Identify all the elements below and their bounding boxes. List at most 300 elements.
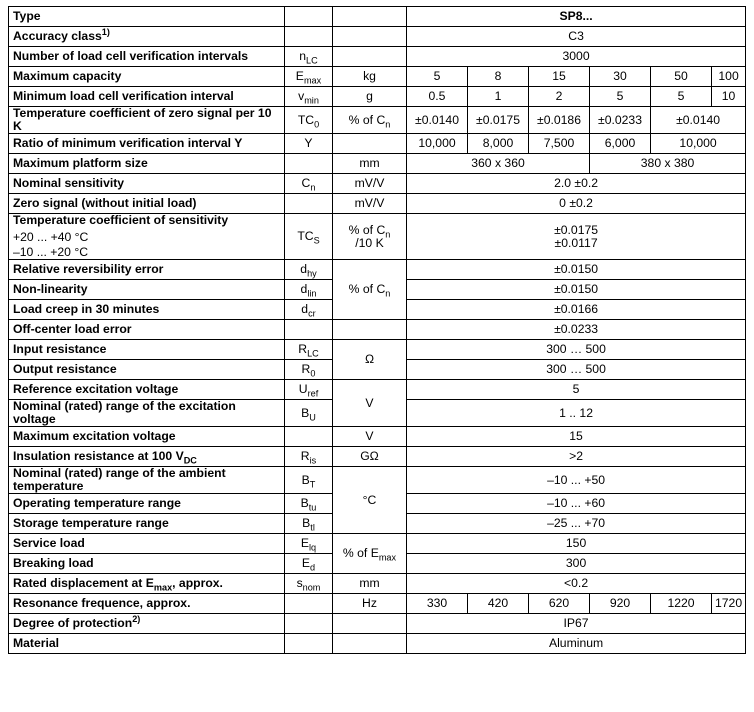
unit-cell <box>333 260 407 320</box>
value-text: 2 <box>555 89 563 103</box>
symbol-text: B <box>301 405 310 420</box>
value-cell <box>407 27 746 47</box>
value-text: 300 … 500 <box>546 342 606 356</box>
symbol-text: TC <box>297 229 314 243</box>
value-text: –10 ... +50 <box>547 472 606 487</box>
symbol-text: d <box>301 302 309 316</box>
symbol-cell <box>285 614 333 634</box>
spec-row <box>9 380 746 400</box>
unit-cell <box>333 7 407 27</box>
value-text: 10,000 <box>679 136 717 150</box>
symbol-cell <box>285 534 333 554</box>
symbol-subscript: d <box>310 562 316 573</box>
parameter-label: Relative reversibility error <box>13 262 164 276</box>
unit-cell <box>333 467 407 534</box>
parameter-cell <box>9 380 285 400</box>
symbol-cell <box>285 67 333 87</box>
spec-row <box>9 260 746 280</box>
value-text: ±0.0150 <box>554 262 599 276</box>
unit-text: V <box>365 429 374 443</box>
parameter-label: Operating temperature range <box>13 496 181 510</box>
parameter-cell <box>9 340 285 360</box>
value-text: 300 <box>565 556 587 570</box>
value-cell <box>590 594 651 614</box>
parameter-label: Maximum platform size <box>13 156 148 170</box>
symbol-subscript: hy <box>307 268 317 279</box>
unit-cell <box>333 574 407 594</box>
spec-row <box>9 7 746 27</box>
symbol-text: B <box>301 472 310 487</box>
symbol-subscript: tl <box>310 522 315 533</box>
symbol-subscript: max <box>303 75 322 86</box>
parameter-cell <box>9 574 285 594</box>
parameter-label: Temperature coefficient of sensitivity <box>13 213 229 227</box>
value-cell <box>407 614 746 634</box>
value-cell <box>529 87 590 107</box>
symbol-subscript: is <box>309 455 317 466</box>
symbol-cell <box>285 7 333 27</box>
symbol-text: E <box>301 556 311 570</box>
value-text: ±0.0140 <box>676 112 721 127</box>
value-cell <box>468 107 529 134</box>
symbol-text: TC <box>297 112 315 127</box>
value-text: 1220 <box>667 596 695 610</box>
parameter-cell <box>9 467 285 494</box>
parameter-label: Service load <box>13 536 85 550</box>
unit-cell <box>333 427 407 447</box>
symbol-cell <box>285 134 333 154</box>
parameter-cell <box>9 494 285 514</box>
value-cell <box>407 554 746 574</box>
unit-text: GΩ <box>360 449 379 463</box>
parameter-label: Breaking load <box>13 556 94 570</box>
symbol-subscript: T <box>309 478 316 489</box>
symbol-text: v <box>298 89 305 103</box>
unit-cell <box>333 67 407 87</box>
value-text: Aluminum <box>548 636 604 650</box>
value-cell <box>590 87 651 107</box>
value-cell <box>407 400 746 427</box>
parameter-label: Load creep in 30 minutes <box>13 302 160 316</box>
value-text: 15 <box>552 69 566 83</box>
value-cell <box>590 107 651 134</box>
value-text: ±0.0233 <box>598 112 642 127</box>
unit-text: Ω <box>364 352 375 366</box>
value-cell <box>407 194 746 214</box>
footnote-marker: 2) <box>132 613 141 624</box>
unit-cell <box>333 534 407 574</box>
value-cell <box>407 260 746 280</box>
symbol-subscript: cr <box>308 308 316 319</box>
value-cell <box>468 67 529 87</box>
parameter-cell <box>9 614 285 634</box>
parameter-cell <box>9 514 285 534</box>
parameter-cell <box>9 107 285 134</box>
unit-text: mV/V <box>354 176 385 190</box>
value-text: 100 <box>718 69 739 83</box>
unit-subscript: max <box>378 552 397 563</box>
symbol-text: R <box>300 449 310 463</box>
symbol-cell <box>285 467 333 494</box>
parameter-label: Input resistance <box>13 342 107 356</box>
parameter-cell <box>9 194 285 214</box>
symbol-subscript: nom <box>302 582 321 593</box>
value-cell <box>590 134 651 154</box>
value-text: 1 <box>494 89 502 103</box>
spec-row <box>9 447 746 467</box>
value-text: >2 <box>569 449 584 463</box>
symbol-cell <box>285 494 333 514</box>
unit-text: % of C <box>348 112 386 127</box>
parameter-label: Accuracy class <box>13 29 102 43</box>
value-cell <box>590 67 651 87</box>
value-text: 8,000 <box>482 136 514 150</box>
spec-row <box>9 320 746 340</box>
value-text: 420 <box>487 596 509 610</box>
unit-cell <box>333 340 407 380</box>
value-text: 10,000 <box>418 136 456 150</box>
parameter-cell <box>9 554 285 574</box>
value-text: 5 <box>616 89 624 103</box>
parameter-label: Storage temperature range <box>13 516 169 530</box>
value-text: ±0.0150 <box>554 282 599 296</box>
spec-table <box>8 6 746 654</box>
footnote-marker: 1) <box>101 26 110 37</box>
symbol-text: U <box>298 382 308 396</box>
unit-cell <box>333 87 407 107</box>
symbol-text: R <box>301 362 311 376</box>
symbol-subscript: lin <box>307 288 317 299</box>
parameter-cell <box>9 300 285 320</box>
parameter-label: Number of load cell verification intervals <box>13 49 249 63</box>
parameter-label: Maximum excitation voltage <box>13 429 176 443</box>
symbol-text: B <box>300 496 309 510</box>
value-cell <box>529 594 590 614</box>
spec-row <box>9 574 746 594</box>
unit-text: mV/V <box>354 196 385 210</box>
value-text: ±0.0186 <box>537 112 581 127</box>
value-cell <box>651 87 712 107</box>
spec-row <box>9 594 746 614</box>
parameter-cell <box>9 427 285 447</box>
unit-cell <box>333 380 407 427</box>
value-text: 300 … 500 <box>546 362 606 376</box>
parameter-cell <box>9 360 285 380</box>
spec-row <box>9 87 746 107</box>
value-text: 3000 <box>562 49 590 63</box>
value-cell <box>712 67 746 87</box>
value-text: <0.2 <box>564 576 589 590</box>
value-cell <box>407 360 746 380</box>
parameter-cell <box>9 47 285 67</box>
spec-row <box>9 467 746 494</box>
unit-text: mm <box>359 576 380 590</box>
value-cell <box>407 47 746 67</box>
value-cell <box>407 574 746 594</box>
value-cell <box>407 340 746 360</box>
symbol-cell <box>285 280 333 300</box>
symbol-text: n <box>299 49 307 63</box>
unit-subscript: n <box>385 228 391 239</box>
unit-text: % of E <box>342 546 379 560</box>
unit-text: % of C <box>348 282 386 296</box>
symbol-subscript: LC <box>306 55 318 66</box>
value-text: 620 <box>548 596 570 610</box>
value-text: SP8... <box>559 9 593 23</box>
value-cell <box>651 134 746 154</box>
unit-cell <box>333 614 407 634</box>
value-cell <box>529 134 590 154</box>
value-cell <box>407 154 590 174</box>
symbol-subscript: min <box>304 95 319 106</box>
value-text: –10 ... +60 <box>547 496 606 510</box>
value-cell <box>407 320 746 340</box>
unit-text: g <box>366 89 373 103</box>
value-text: ±0.0166 <box>554 302 599 316</box>
value-cell <box>407 300 746 320</box>
parameter-label: Minimum load cell verification interval <box>13 89 234 103</box>
spec-row <box>9 107 746 134</box>
value-cell <box>407 534 746 554</box>
symbol-cell <box>285 447 333 467</box>
spec-row <box>9 47 746 67</box>
unit-text: °C <box>362 492 377 507</box>
value-text: 0 ±0.2 <box>559 196 593 210</box>
value-text: 15 <box>569 429 583 443</box>
parameter-label: Zero signal (without initial load) <box>13 196 197 210</box>
value-cell <box>712 594 746 614</box>
unit-text: Hz <box>362 596 377 610</box>
parameter-label: Resonance frequence, approx. <box>13 596 191 610</box>
symbol-cell <box>285 340 333 360</box>
value-cell <box>712 87 746 107</box>
parameter-cell <box>9 400 285 427</box>
unit-cell <box>333 154 407 174</box>
spec-row <box>9 67 746 87</box>
parameter-label: Reference excitation voltage <box>13 382 179 396</box>
value-text: 1 .. 12 <box>559 405 593 420</box>
value-cell <box>468 134 529 154</box>
value-text: 50 <box>674 69 688 83</box>
unit-text: V <box>365 395 374 410</box>
unit-cell <box>333 634 407 654</box>
parameter-label: Rated displacement at E <box>13 576 154 590</box>
unit-cell <box>333 27 407 47</box>
parameter-label: Material <box>13 636 60 650</box>
unit-cell <box>333 320 407 340</box>
symbol-cell <box>285 214 333 260</box>
parameter-cell <box>9 214 285 260</box>
value-cell <box>651 594 712 614</box>
parameter-cell <box>9 260 285 280</box>
unit-cell <box>333 594 407 614</box>
unit-text-line2: /10 K <box>355 235 384 250</box>
parameter-cell <box>9 280 285 300</box>
value-text: 1720 <box>715 596 743 610</box>
unit-cell <box>333 194 407 214</box>
unit-text: mm <box>359 156 380 170</box>
unit-cell <box>333 214 407 260</box>
symbol-text: s <box>296 576 303 590</box>
symbol-subscript: ref <box>307 388 319 399</box>
symbol-cell <box>285 87 333 107</box>
parameter-subline: –10 ... +20 °C <box>13 245 88 259</box>
parameter-subline: +20 ... +40 °C <box>13 230 89 244</box>
parameter-subscript: max <box>153 582 173 593</box>
parameter-cell <box>9 134 285 154</box>
symbol-cell <box>285 174 333 194</box>
value-text-line2: ±0.0117 <box>554 235 598 250</box>
parameter-label: Type <box>13 9 41 23</box>
value-cell <box>407 447 746 467</box>
value-text: 5 <box>572 382 580 396</box>
value-cell <box>529 107 590 134</box>
value-cell <box>407 634 746 654</box>
value-cell <box>407 67 468 87</box>
symbol-text: d <box>300 282 308 296</box>
value-cell <box>407 594 468 614</box>
spec-row <box>9 634 746 654</box>
spec-row <box>9 174 746 194</box>
symbol-cell <box>285 634 333 654</box>
symbol-text: Y <box>304 136 313 150</box>
parameter-label: Temperature coefficient of zero signal per 10 K <box>13 106 272 133</box>
symbol-text: C <box>301 176 311 190</box>
symbol-cell <box>285 47 333 67</box>
symbol-cell <box>285 427 333 447</box>
value-text: 7,500 <box>543 136 575 150</box>
value-cell <box>590 154 746 174</box>
symbol-cell <box>285 154 333 174</box>
parameter-label: Maximum capacity <box>13 69 122 83</box>
symbol-subscript: U <box>309 411 316 422</box>
unit-cell <box>333 47 407 67</box>
value-cell <box>407 494 746 514</box>
symbol-text: B <box>302 516 311 530</box>
unit-cell <box>333 134 407 154</box>
symbol-cell <box>285 300 333 320</box>
parameter-cell <box>9 634 285 654</box>
symbol-cell <box>285 554 333 574</box>
parameter-label-tail: , approx. <box>172 576 223 590</box>
value-cell <box>407 467 746 494</box>
symbol-subscript: tu <box>308 502 317 513</box>
value-text: 5 <box>677 89 685 103</box>
symbol-subscript: 0 <box>314 118 320 129</box>
parameter-cell <box>9 320 285 340</box>
parameter-label: Nominal (rated) range of the excitation voltage <box>13 399 236 426</box>
value-text: ±0.0140 <box>415 112 459 127</box>
spec-row <box>9 340 746 360</box>
symbol-cell <box>285 574 333 594</box>
value-text: 150 <box>565 536 587 550</box>
spec-row <box>9 134 746 154</box>
unit-subscript: n <box>385 118 391 129</box>
spec-row <box>9 214 746 260</box>
spec-row <box>9 27 746 47</box>
spec-row <box>9 614 746 634</box>
value-cell <box>407 380 746 400</box>
symbol-subscript: LC <box>307 348 319 359</box>
value-cell <box>468 594 529 614</box>
value-cell <box>468 87 529 107</box>
value-text: 10 <box>721 89 736 103</box>
parameter-cell <box>9 27 285 47</box>
symbol-cell <box>285 260 333 280</box>
parameter-cell <box>9 594 285 614</box>
value-text: 6,000 <box>604 136 636 150</box>
symbol-cell <box>285 400 333 427</box>
parameter-label: Ratio of minimum verification interval Y <box>13 136 243 150</box>
parameter-label: Output resistance <box>13 362 117 376</box>
symbol-subscript: 0 <box>310 368 316 379</box>
symbol-cell <box>285 380 333 400</box>
parameter-subscript: DC <box>183 455 197 466</box>
value-text: ±0.0175 <box>476 112 520 127</box>
unit-cell <box>333 447 407 467</box>
spec-row <box>9 427 746 447</box>
value-cell <box>407 214 746 260</box>
value-text: ±0.0175 <box>554 222 599 237</box>
parameter-cell <box>9 7 285 27</box>
symbol-text: E <box>295 69 304 83</box>
symbol-text: R <box>298 342 308 356</box>
value-text: 30 <box>613 69 627 83</box>
parameter-label: Nominal sensitivity <box>13 176 125 190</box>
symbol-cell <box>285 514 333 534</box>
symbol-cell <box>285 27 333 47</box>
symbol-cell <box>285 107 333 134</box>
parameter-cell <box>9 447 285 467</box>
unit-cell <box>333 174 407 194</box>
parameter-cell <box>9 87 285 107</box>
parameter-label: Non-linearity <box>13 282 88 296</box>
parameter-label: Off-center load error <box>13 322 132 336</box>
value-cell <box>407 280 746 300</box>
value-cell <box>407 174 746 194</box>
value-cell <box>407 134 468 154</box>
symbol-subscript: S <box>313 235 320 246</box>
value-cell <box>407 514 746 534</box>
parameter-cell <box>9 534 285 554</box>
value-cell <box>407 427 746 447</box>
symbol-cell <box>285 360 333 380</box>
value-cell <box>529 67 590 87</box>
symbol-text: d <box>300 262 308 276</box>
unit-subscript: n <box>385 288 391 299</box>
parameter-cell <box>9 174 285 194</box>
spec-row <box>9 534 746 554</box>
parameter-label: Insulation resistance at 100 V <box>13 449 184 463</box>
spec-row <box>9 154 746 174</box>
value-text: 920 <box>609 596 631 610</box>
parameter-cell <box>9 154 285 174</box>
value-text: ±0.0233 <box>554 322 599 336</box>
value-text: 5 <box>433 69 441 83</box>
value-cell <box>651 107 746 134</box>
value-text: IP67 <box>563 616 589 630</box>
symbol-cell <box>285 320 333 340</box>
spec-row <box>9 194 746 214</box>
symbol-cell <box>285 594 333 614</box>
parameter-cell <box>9 67 285 87</box>
symbol-subscript: n <box>310 182 316 193</box>
unit-cell <box>333 107 407 134</box>
unit-text: % of C <box>348 222 386 237</box>
value-text: 8 <box>494 69 502 83</box>
value-text: 360 x 360 <box>471 156 525 170</box>
symbol-cell <box>285 194 333 214</box>
